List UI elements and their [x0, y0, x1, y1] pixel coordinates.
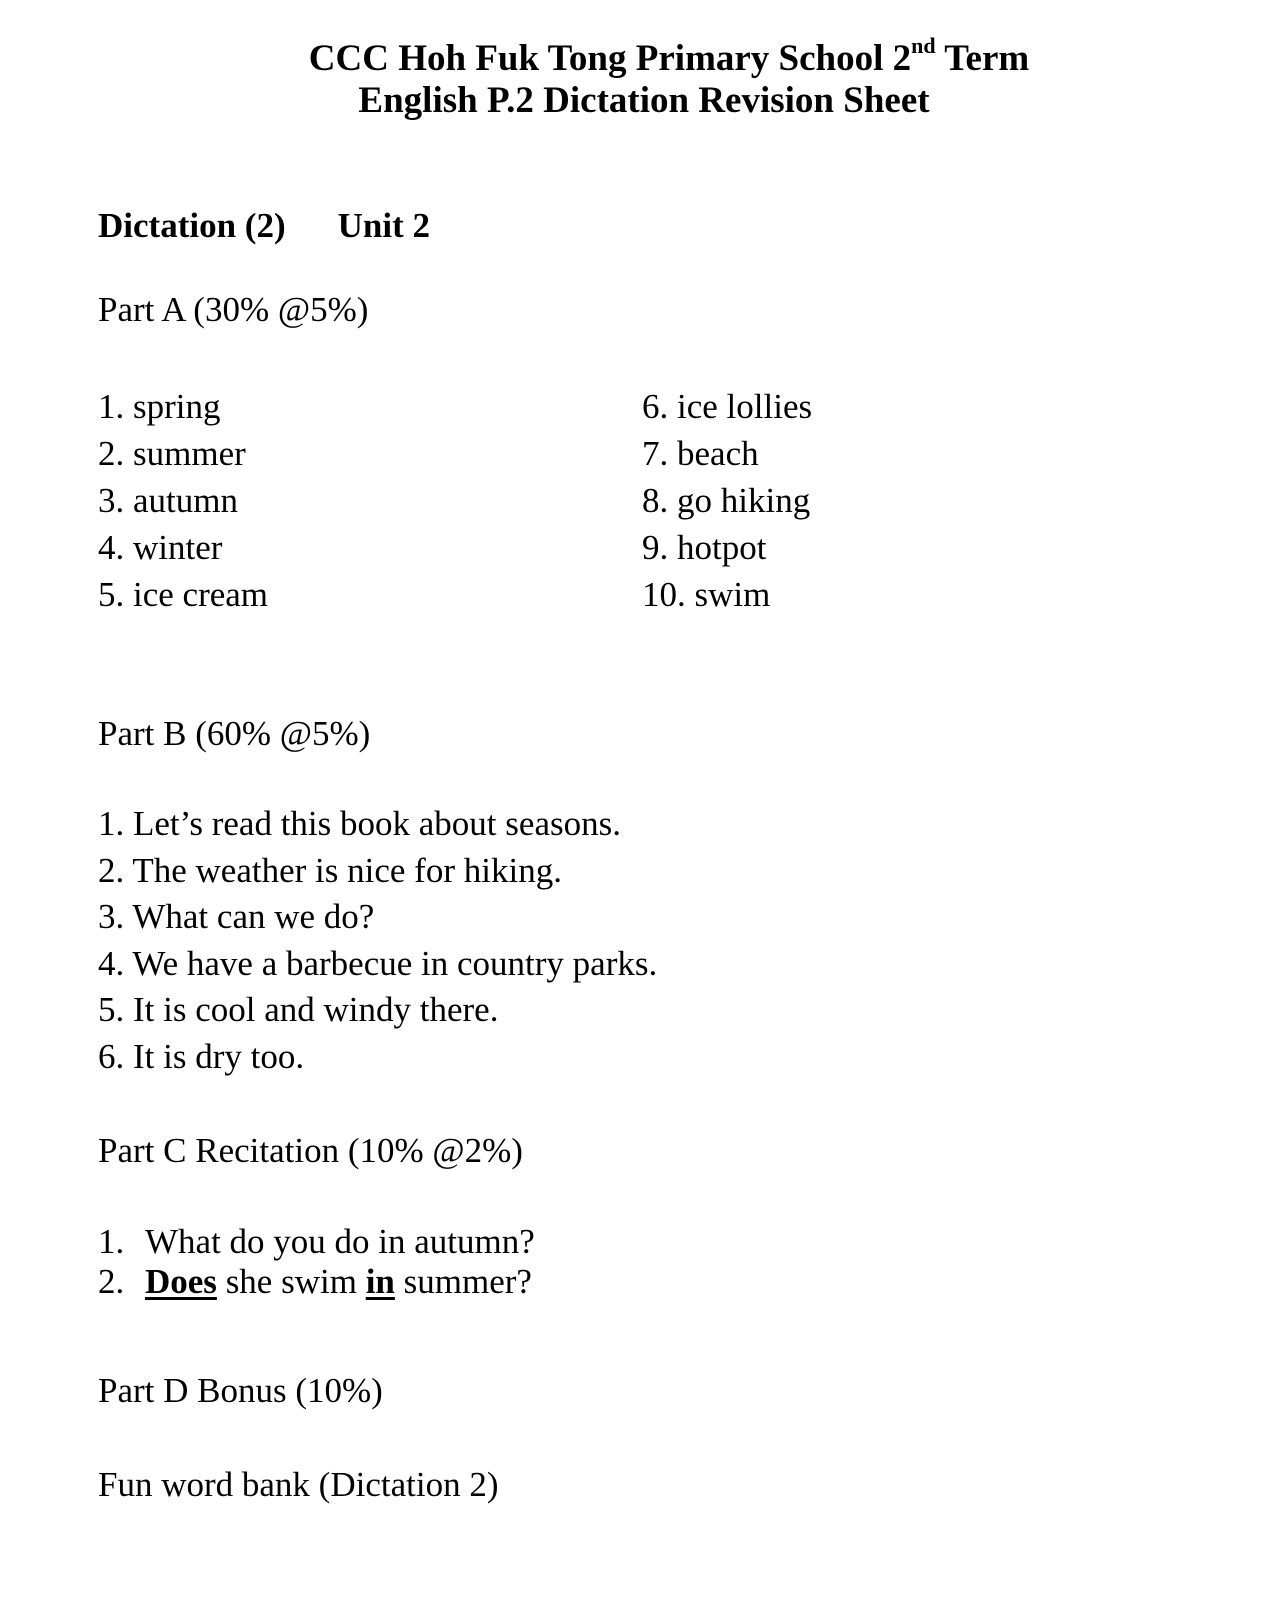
- part-c-heading: Part C Recitation (10% @2%): [98, 1131, 523, 1170]
- list-item: 4. We have a barbecue in country parks.: [98, 943, 658, 983]
- word-bank-heading: Fun word bank (Dictation 2): [98, 1465, 499, 1504]
- sheet-title: English P.2 Dictation Revision Sheet: [358, 80, 930, 121]
- list-item: 9. hotpot: [642, 528, 767, 567]
- school-title-superscript: nd: [911, 32, 936, 58]
- list-item-number: 1.: [98, 1222, 125, 1261]
- underlined-word-does: Does: [145, 1262, 217, 1301]
- list-item: 4. winter: [98, 528, 223, 567]
- list-item-text: What do you do in autumn?: [145, 1222, 535, 1261]
- part-b-heading: Part B (60% @5%): [98, 714, 371, 753]
- dictation-label: Dictation (2): [98, 206, 286, 245]
- school-title-main: CCC Hoh Fuk Tong Primary School 2: [308, 38, 912, 79]
- school-title: [0, 32, 1288, 80]
- unit-label: Unit 2: [337, 206, 430, 245]
- list-item: 1. Let’s read this book about seasons.: [98, 804, 621, 843]
- list-item: 3. autumn: [98, 481, 238, 520]
- list-item: 3. What can we do?: [98, 897, 375, 936]
- list-item: 2. summer: [98, 434, 246, 473]
- list-item: 2. The weather is nice for hiking.: [98, 850, 562, 890]
- list-item: 7. beach: [642, 434, 759, 473]
- part-b-list: [98, 804, 657, 1083]
- part-d-heading: Part D Bonus (10%): [98, 1371, 383, 1410]
- list-item: 1. spring: [98, 387, 221, 426]
- list-item: [98, 1262, 535, 1302]
- part-a-heading: Part A (30% @5%): [98, 290, 369, 329]
- school-title-term: Term: [935, 38, 1030, 79]
- list-item: 5. ice cream: [98, 575, 269, 614]
- list-item: 5. It is cool and windy there.: [98, 990, 499, 1029]
- list-item: 6. It is dry too.: [98, 1036, 305, 1076]
- list-item-text: she swim: [216, 1262, 366, 1301]
- part-a-left-list: [98, 387, 268, 622]
- part-a-right-list: [642, 387, 812, 622]
- list-item-text: summer?: [394, 1262, 532, 1301]
- part-c-list: [98, 1222, 535, 1302]
- list-item: 8. go hiking: [642, 481, 811, 520]
- list-item-number: 2.: [98, 1262, 125, 1301]
- underlined-word-in: in: [365, 1262, 395, 1301]
- list-item: 10. swim: [642, 575, 771, 614]
- dictation-heading: [98, 206, 430, 246]
- list-item: 6. ice lollies: [642, 387, 813, 426]
- list-item: [98, 1222, 535, 1262]
